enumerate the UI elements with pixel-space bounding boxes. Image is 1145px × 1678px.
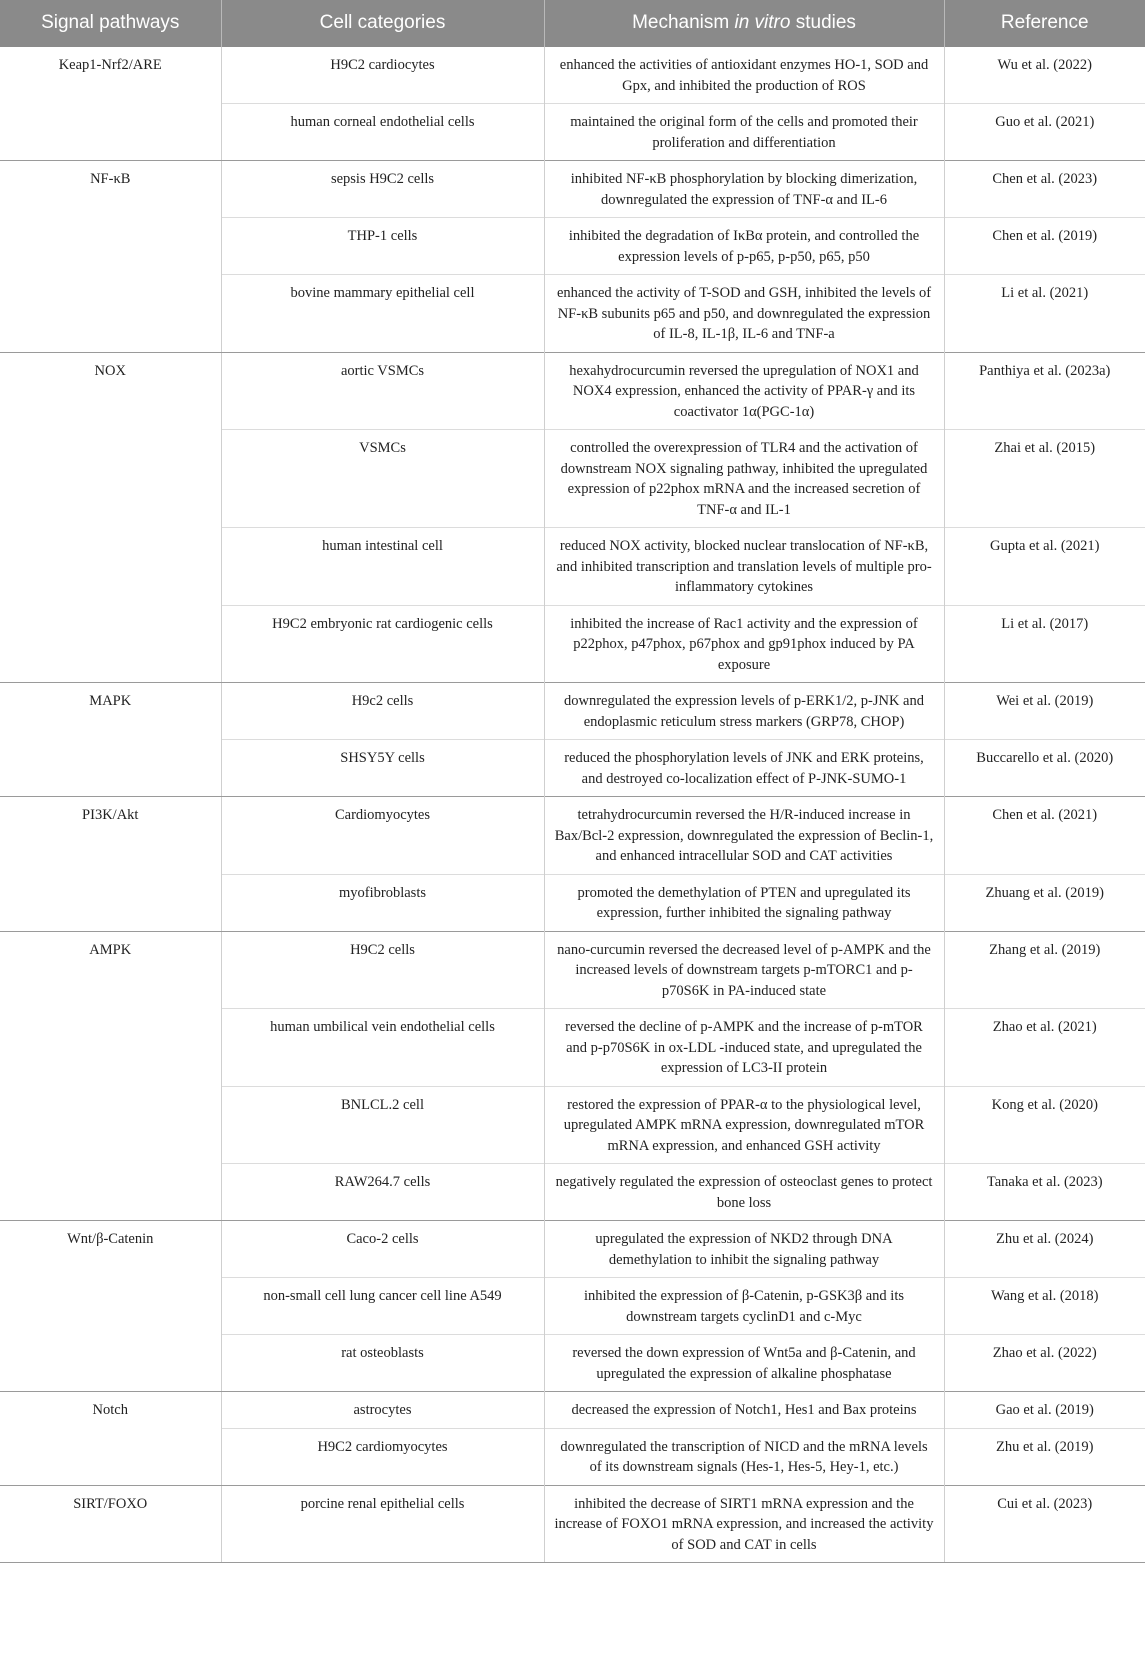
mechanism-cell: restored the expression of PPAR-α to the physiological level, upregulated AMPK mRNA expression, downregulated mTOR mRNA expression, and enhanced GSH activity bbox=[544, 1086, 944, 1164]
reference-cell: Zhuang et al. (2019) bbox=[944, 874, 1145, 931]
reference-cell: Gupta et al. (2021) bbox=[944, 528, 1145, 606]
reference-cell: Wang et al. (2018) bbox=[944, 1278, 1145, 1335]
cell-category: human umbilical vein endothelial cells bbox=[221, 1009, 544, 1087]
signal-pathway-cell: MAPK bbox=[0, 683, 221, 797]
reference-cell: Chen et al. (2019) bbox=[944, 218, 1145, 275]
cell-category: aortic VSMCs bbox=[221, 352, 544, 430]
reference-cell: Zhai et al. (2015) bbox=[944, 430, 1145, 528]
reference-cell: Li et al. (2017) bbox=[944, 605, 1145, 683]
mechanism-cell: downregulated the expression levels of p-ERK1/2, p-JNK and endoplasmic reticulum stress markers (GRP78, CHOP) bbox=[544, 683, 944, 740]
cell-category: astrocytes bbox=[221, 1392, 544, 1429]
mechanism-cell: controlled the overexpression of TLR4 and the activation of downstream NOX signaling pathway, inhibited the upregulated expression of p22phox mRNA and the increased secretion of TNF-α and IL-1 bbox=[544, 430, 944, 528]
reference-cell: Zhao et al. (2021) bbox=[944, 1009, 1145, 1087]
reference-cell: Zhao et al. (2022) bbox=[944, 1335, 1145, 1392]
table-header bbox=[0, 0, 1145, 47]
mechanism-cell: reduced the phosphorylation levels of JNK and ERK proteins, and destroyed co-localization effect of P-JNK-SUMO-1 bbox=[544, 740, 944, 797]
mechanism-cell: upregulated the expression of NKD2 through DNA demethylation to inhibit the signaling pathway bbox=[544, 1221, 944, 1278]
reference-cell: Li et al. (2021) bbox=[944, 275, 1145, 353]
header-mechanism-em: in vitro bbox=[734, 12, 791, 34]
reference-cell: Gao et al. (2019) bbox=[944, 1392, 1145, 1429]
cell-category: THP-1 cells bbox=[221, 218, 544, 275]
header-reference: Reference bbox=[944, 0, 1145, 47]
signal-pathway-cell: Notch bbox=[0, 1392, 221, 1486]
mechanism-cell: tetrahydrocurcumin reversed the H/R-induced increase in Bax/Bcl-2 expression, downregulated the expression of Beclin-1, and enhanced intracellular SOD and CAT activities bbox=[544, 797, 944, 875]
mechanism-cell: hexahydrocurcumin reversed the upregulation of NOX1 and NOX4 expression, enhanced the activity of PPAR-γ and its coactivator 1α(PGC-1α) bbox=[544, 352, 944, 430]
reference-cell: Zhu et al. (2024) bbox=[944, 1221, 1145, 1278]
cell-category: RAW264.7 cells bbox=[221, 1164, 544, 1221]
signal-pathway-cell: AMPK bbox=[0, 931, 221, 1221]
cell-category: H9c2 cells bbox=[221, 683, 544, 740]
cell-category: H9C2 cardiocytes bbox=[221, 47, 544, 104]
signal-pathway-cell: SIRT/FOXO bbox=[0, 1485, 221, 1563]
mechanism-cell: enhanced the activity of T-SOD and GSH, inhibited the levels of NF-κB subunits p65 and p50, and downregulated the expression of IL-8, IL-1β, IL-6 and TNF-a bbox=[544, 275, 944, 353]
cell-category: H9C2 cells bbox=[221, 931, 544, 1009]
table-row bbox=[0, 683, 1145, 740]
cell-category: Cardiomyocytes bbox=[221, 797, 544, 875]
header-signal-pathways: Signal pathways bbox=[0, 0, 221, 47]
cell-category: SHSY5Y cells bbox=[221, 740, 544, 797]
reference-cell: Chen et al. (2021) bbox=[944, 797, 1145, 875]
reference-cell: Panthiya et al. (2023a) bbox=[944, 352, 1145, 430]
mechanism-cell: inhibited the decrease of SIRT1 mRNA expression and the increase of FOXO1 mRNA expression, and increased the activity of SOD and CAT in cells bbox=[544, 1485, 944, 1563]
mechanism-cell: promoted the demethylation of PTEN and upregulated its expression, further inhibited the signaling pathway bbox=[544, 874, 944, 931]
table-row bbox=[0, 1485, 1145, 1563]
table-row bbox=[0, 47, 1145, 104]
reference-cell: Buccarello et al. (2020) bbox=[944, 740, 1145, 797]
mechanism-cell: nano-curcumin reversed the decreased level of p-AMPK and the increased levels of downstream targets p-mTORC1 and p-p70S6K in PA-induced state bbox=[544, 931, 944, 1009]
reference-cell: Kong et al. (2020) bbox=[944, 1086, 1145, 1164]
signal-pathway-cell: NOX bbox=[0, 352, 221, 683]
mechanism-cell: reduced NOX activity, blocked nuclear translocation of NF-κB, and inhibited transcription and translation levels of multiple pro-inflammatory cytokines bbox=[544, 528, 944, 606]
cell-category: rat osteoblasts bbox=[221, 1335, 544, 1392]
cell-category: VSMCs bbox=[221, 430, 544, 528]
cell-category: myofibroblasts bbox=[221, 874, 544, 931]
cell-category: human intestinal cell bbox=[221, 528, 544, 606]
signal-pathway-cell: Keap1-Nrf2/ARE bbox=[0, 47, 221, 161]
reference-cell: Wu et al. (2022) bbox=[997, 57, 1092, 73]
mechanism-cell: inhibited NF-κB phosphorylation by blocking dimerization, downregulated the expression of TNF-α and IL-6 bbox=[544, 161, 944, 218]
table-row bbox=[0, 931, 1145, 1009]
mechanism-cell: enhanced the activities of antioxidant enzymes HO-1, SOD and Gpx, and inhibited the production of ROS bbox=[544, 47, 944, 104]
table-row bbox=[0, 161, 1145, 218]
reference-cell: Zhang et al. (2019) bbox=[944, 931, 1145, 1009]
header-mechanism-pre: Mechanism bbox=[632, 12, 735, 34]
cell-category: non-small cell lung cancer cell line A549 bbox=[221, 1278, 544, 1335]
mechanism-cell: downregulated the transcription of NICD and the mRNA levels of its downstream signals (Hes-1, Hes-5, Hey-1, etc.) bbox=[544, 1428, 944, 1485]
mechanism-cell: inhibited the expression of β-Catenin, p-GSK3β and its downstream targets cyclinD1 and c-Myc bbox=[544, 1278, 944, 1335]
cell-category: Caco-2 cells bbox=[221, 1221, 544, 1278]
cell-category: bovine mammary epithelial cell bbox=[221, 275, 544, 353]
reference-cell: Guo et al. (2021) bbox=[944, 104, 1145, 161]
signal-pathway-cell: PI3K/Akt bbox=[0, 797, 221, 932]
cell-category: human corneal endothelial cells bbox=[221, 104, 544, 161]
cell-category: BNLCL.2 cell bbox=[221, 1086, 544, 1164]
table-row bbox=[0, 1221, 1145, 1278]
reference-cell: Wei et al. (2019) bbox=[944, 683, 1145, 740]
table-row bbox=[0, 797, 1145, 875]
header-mechanism-post: studies bbox=[790, 12, 856, 34]
signal-pathway-cell: Wnt/β-Catenin bbox=[0, 1221, 221, 1392]
table-body bbox=[0, 47, 1145, 1563]
reference-cell: Tanaka et al. (2023) bbox=[944, 1164, 1145, 1221]
signal-pathway-cell: NF-κB bbox=[0, 161, 221, 353]
mechanism-cell: inhibited the increase of Rac1 activity and the expression of p22phox, p47phox, p67phox and gp91phox induced by PA exposure bbox=[544, 605, 944, 683]
table-row bbox=[0, 352, 1145, 430]
table-row bbox=[0, 1392, 1145, 1429]
mechanism-cell: decreased the expression of Notch1, Hes1 and Bax proteins bbox=[544, 1392, 944, 1429]
mechanism-cell: inhibited the degradation of IκBα protein, and controlled the expression levels of p-p65, p-p50, p65, p50 bbox=[544, 218, 944, 275]
mechanism-cell: reversed the decline of p-AMPK and the increase of p-mTOR and p-p70S6K in ox-LDL -induced state, and upregulated the expression of LC3-II protein bbox=[544, 1009, 944, 1087]
cell-category: H9C2 cardiomyocytes bbox=[221, 1428, 544, 1485]
mechanism-cell: negatively regulated the expression of osteoclast genes to protect bone loss bbox=[544, 1164, 944, 1221]
cell-category: H9C2 embryonic rat cardiogenic cells bbox=[221, 605, 544, 683]
header-cell-categories: Cell categories bbox=[221, 0, 544, 47]
header-mechanism bbox=[544, 0, 944, 47]
reference-cell: Cui et al. (2023) bbox=[944, 1485, 1145, 1563]
cell-category: porcine renal epithelial cells bbox=[221, 1485, 544, 1563]
reference-cell: Zhu et al. (2019) bbox=[944, 1428, 1145, 1485]
cell-category: sepsis H9C2 cells bbox=[221, 161, 544, 218]
mechanism-cell: reversed the down expression of Wnt5a and β-Catenin, and upregulated the expression of alkaline phosphatase bbox=[544, 1335, 944, 1392]
mechanism-cell: maintained the original form of the cells and promoted their proliferation and differentiation bbox=[544, 104, 944, 161]
reference-cell: Chen et al. (2023) bbox=[944, 161, 1145, 218]
